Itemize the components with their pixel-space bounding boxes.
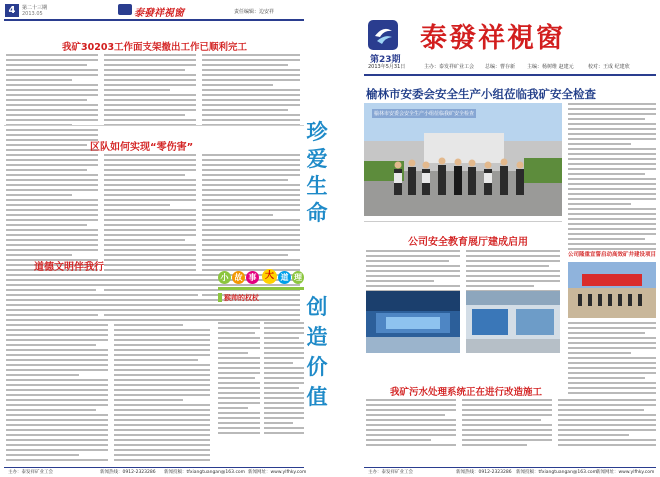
left-masthead: 泰發祥視窗	[134, 8, 184, 19]
exhibit-photo-right	[466, 291, 560, 353]
left-footer-web: 新闻网址：www.ylfhky.com	[248, 470, 307, 475]
slogan-bottom-2: 造	[306, 324, 328, 349]
kids-char-6: 理	[294, 273, 302, 282]
slogan-bottom	[304, 292, 330, 412]
article-c-col1	[366, 399, 456, 449]
page-issue-date: 2013.05	[22, 11, 43, 17]
page-number-badge: 4	[5, 4, 19, 17]
kids-char-2: 故	[232, 271, 245, 284]
article3-col1	[6, 274, 108, 464]
story-title: 猴帅的权杖	[224, 294, 259, 302]
article-b-title: 公司安全教育展厅建成启用	[408, 237, 528, 248]
article2-title: 区队如何实现“零伤害”	[90, 142, 194, 153]
right-footer	[364, 467, 656, 477]
slogan-top-1: 珍	[306, 119, 328, 144]
story-col1	[218, 322, 260, 437]
left-header-rule	[4, 19, 304, 21]
lead-photo	[364, 103, 562, 216]
lead-photo-banner: 榆林市安委会安全生产小组莅临我矿安全检查	[374, 111, 475, 117]
article-c-title: 我矿污水处理系统正在进行改造施工	[390, 387, 543, 398]
slogan-top-3: 生	[306, 173, 328, 198]
left-footer-addr: 主办：泰发祥矿业工会	[8, 470, 53, 475]
slogan-top-4: 命	[306, 200, 328, 225]
issue-date: 2013年5月31日	[368, 64, 406, 70]
right-header-rule	[364, 74, 656, 76]
story-title-bar	[218, 293, 222, 302]
slogan-bottom-1: 创	[306, 294, 328, 319]
article1-title: 我矿30203工作面支架撤出工作已顺利完工	[62, 42, 248, 53]
right-masthead: 泰發祥視窗	[420, 23, 565, 54]
article3-title: 道德文明伴我行	[34, 262, 104, 273]
side-title: 公司隆重宣誓启动高效矿井建设项目	[568, 252, 657, 258]
kids-underline	[218, 287, 304, 290]
slogan-bottom-3: 价	[306, 354, 328, 379]
exhibit-photo-left	[366, 291, 460, 353]
left-footer-tel: 新闻热线：0912-2323286	[100, 470, 156, 475]
right-footer-email: 新闻投稿：tfxiangtuangan@163.com	[516, 470, 598, 475]
kids-char-3: 事	[246, 271, 259, 284]
article-c-col2	[462, 399, 552, 449]
masthead-proof: 校对：王成 纪建欣	[588, 64, 630, 70]
kids-char-1: 小	[218, 271, 231, 284]
right-page	[330, 0, 660, 477]
masthead-chief: 总编：曹存新	[485, 64, 516, 70]
masthead-sponsor: 主办：泰发祥矿业工会	[424, 64, 475, 70]
issue-number: 第23期	[370, 55, 401, 65]
right-footer-web: 新闻网址：www.ylfhky.com	[596, 470, 655, 475]
right-footer-tel: 新闻热线：0912-2323286	[456, 470, 512, 475]
left-masthead-logo-icon	[118, 4, 132, 15]
article1-col1	[6, 54, 98, 154]
kids-char-4: 大	[262, 269, 277, 284]
article1-col2	[104, 54, 196, 129]
kids-char-5: 道	[278, 271, 291, 284]
article1-col3	[202, 54, 300, 129]
slogan-top	[304, 118, 330, 226]
slogan-bottom-4: 值	[306, 384, 328, 409]
kids-story-box	[218, 265, 304, 321]
kids-title-row	[218, 269, 304, 287]
lead-title: 榆林市安委会安全生产小组莅临我矿安全检查	[366, 87, 596, 101]
slogan-top-2: 爱	[306, 146, 328, 171]
left-editor: 责任编辑：边安祥	[234, 9, 275, 15]
right-footer-addr: 主办：泰发祥矿业工会	[368, 470, 413, 475]
left-footer-email: 新闻投稿：tfxiangtuangan@163.com	[164, 470, 246, 475]
side-col	[568, 322, 656, 397]
right-logo-icon	[368, 20, 398, 50]
story-col2	[264, 322, 304, 437]
lead-col-right	[568, 103, 656, 253]
article3-col2	[114, 274, 210, 464]
side-photo	[568, 262, 656, 318]
page-issue: 第二十三期	[22, 5, 48, 11]
article-c-col3	[558, 399, 656, 449]
left-footer	[4, 467, 307, 477]
masthead-editor: 主编：杨树维 赵建元	[527, 64, 574, 70]
lead-photo-scene	[364, 103, 562, 216]
